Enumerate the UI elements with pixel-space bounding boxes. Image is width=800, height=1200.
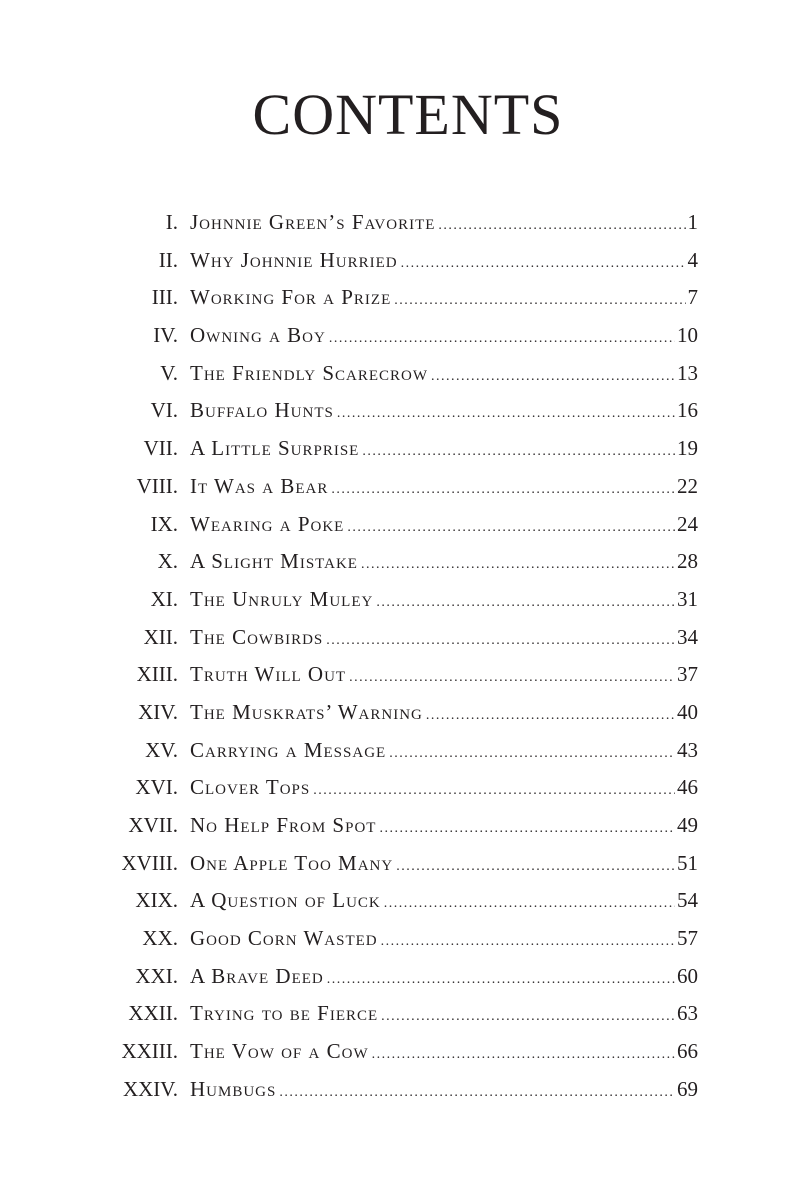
chapter-number: XVIII.	[121, 850, 178, 875]
toc-entry	[100, 392, 698, 430]
toc-entry	[100, 694, 698, 732]
toc-entry	[100, 468, 698, 506]
toc-entry	[100, 769, 698, 807]
dot-leader	[349, 659, 675, 697]
chapter-number: XIX.	[135, 888, 178, 913]
chapter-title: Truth Will Out	[190, 662, 347, 687]
toc-entry	[100, 355, 698, 393]
dot-leader	[381, 998, 675, 1036]
dot-leader	[401, 245, 686, 283]
toc-entry	[100, 1033, 698, 1071]
dot-leader	[389, 735, 675, 773]
page-number: 60	[677, 963, 698, 988]
chapter-number: XIII.	[136, 662, 178, 687]
toc-entry	[100, 506, 698, 544]
toc-entry	[100, 242, 698, 280]
dot-leader	[326, 622, 675, 660]
dot-leader	[347, 509, 675, 547]
page-number: 31	[677, 586, 698, 611]
chapter-title: No Help From Spot	[190, 813, 377, 837]
chapter-number: XX.	[142, 926, 178, 951]
dot-leader	[331, 471, 675, 509]
page-number: 1	[687, 210, 698, 234]
chapter-title: Buffalo Hunts	[190, 398, 334, 423]
chapter-title: The Friendly Scarecrow	[190, 360, 429, 385]
chapter-number: XVI.	[135, 775, 178, 800]
toc-entry	[100, 920, 698, 958]
chapter-number: XXI.	[135, 963, 178, 988]
chapter-title: Humbugs	[190, 1076, 277, 1101]
page-number: 66	[677, 1039, 698, 1064]
page-number: 69	[677, 1076, 698, 1101]
page-number: 16	[677, 398, 698, 423]
chapter-title: The Muskrats’ Warning	[190, 699, 423, 724]
page-number: 43	[677, 737, 698, 762]
chapter-title: Good Corn Wasted	[190, 926, 378, 951]
page-number: 37	[677, 662, 698, 687]
chapter-number: XVII.	[128, 813, 178, 837]
toc-entry	[100, 581, 698, 619]
toc-entry	[100, 317, 698, 355]
chapter-title: Trying to be Fierce	[190, 1001, 379, 1026]
chapter-number: XXIII.	[121, 1039, 178, 1064]
chapter-title: One Apple Too Many	[190, 850, 394, 875]
chapter-title: The Vow of a Cow	[190, 1039, 369, 1064]
chapter-number: XXII.	[128, 1001, 178, 1026]
chapter-number: I.	[165, 210, 178, 234]
chapter-number: II.	[158, 247, 178, 272]
dot-leader	[379, 810, 675, 848]
chapter-title: Johnnie Green’s Favorite	[190, 210, 436, 234]
page-number: 63	[677, 1001, 698, 1026]
chapter-number: XII.	[143, 624, 178, 649]
chapter-title: A Slight Mistake	[190, 549, 358, 574]
chapter-number: XIV.	[138, 699, 178, 724]
page-number: 4	[687, 247, 698, 272]
dot-leader	[279, 1074, 675, 1112]
page-number: 13	[677, 360, 698, 385]
dot-leader	[394, 282, 685, 320]
chapter-number: VI.	[150, 398, 178, 423]
dot-leader	[361, 546, 675, 584]
page-number: 49	[677, 813, 698, 837]
page-title: CONTENTS	[252, 82, 564, 147]
chapter-title: Carrying a Message	[190, 737, 387, 762]
page-number: 57	[677, 926, 698, 951]
chapter-title: The Unruly Muley	[190, 586, 374, 611]
chapter-title: A Little Surprise	[190, 436, 360, 461]
chapter-number: XV.	[145, 737, 178, 762]
chapter-number: V.	[160, 360, 178, 385]
chapter-title: It Was a Bear	[190, 473, 329, 498]
page-number: 54	[677, 888, 698, 913]
chapter-number: XI.	[150, 586, 178, 611]
toc-entry	[100, 995, 698, 1033]
chapter-title: Owning a Boy	[190, 323, 326, 348]
page-number: 24	[677, 511, 698, 536]
toc-entry	[100, 656, 698, 694]
page-number: 19	[677, 436, 698, 461]
toc-entry	[100, 1071, 698, 1109]
dot-leader	[313, 772, 675, 810]
dot-leader	[384, 885, 675, 923]
toc-entry	[100, 882, 698, 920]
toc-entry	[100, 430, 698, 468]
dot-leader	[362, 433, 675, 471]
dot-leader	[396, 848, 675, 886]
chapter-title: Wearing a Poke	[190, 511, 345, 536]
chapter-number: III.	[151, 285, 178, 310]
page-number: 7	[687, 285, 698, 310]
chapter-title: Working For a Prize	[190, 285, 392, 310]
chapter-title: Why Johnnie Hurried	[190, 247, 398, 272]
chapter-title: A Question of Luck	[190, 888, 381, 913]
dot-leader	[337, 395, 675, 433]
page-number: 40	[677, 699, 698, 724]
chapter-number: XXIV.	[122, 1076, 178, 1101]
dot-leader	[372, 1036, 675, 1074]
dot-leader	[376, 584, 675, 622]
table-of-contents	[100, 204, 698, 1109]
toc-entry	[100, 845, 698, 883]
toc-entry	[100, 619, 698, 657]
chapter-title: Clover Tops	[190, 775, 311, 800]
chapter-title: The Cowbirds	[190, 624, 324, 649]
dot-leader	[329, 320, 675, 358]
dot-leader	[327, 961, 675, 999]
page-number: 34	[677, 624, 698, 649]
toc-entry	[100, 279, 698, 317]
page-number: 46	[677, 775, 698, 800]
dot-leader	[381, 923, 675, 961]
dot-leader	[438, 207, 685, 245]
chapter-number: X.	[157, 549, 178, 574]
toc-entry	[100, 204, 698, 242]
dot-leader	[431, 358, 675, 396]
chapter-number: IV.	[153, 323, 178, 348]
toc-entry	[100, 732, 698, 770]
chapter-number: VIII.	[136, 473, 178, 498]
toc-entry	[100, 958, 698, 996]
page-number: 10	[677, 323, 698, 348]
page-number: 28	[677, 549, 698, 574]
dot-leader	[426, 697, 675, 735]
chapter-title: A Brave Deed	[190, 963, 324, 988]
chapter-number: IX.	[150, 511, 178, 536]
toc-entry	[100, 807, 698, 845]
page-number: 22	[677, 473, 698, 498]
chapter-number: VII.	[143, 436, 178, 461]
toc-entry	[100, 543, 698, 581]
page-number: 51	[677, 850, 698, 875]
